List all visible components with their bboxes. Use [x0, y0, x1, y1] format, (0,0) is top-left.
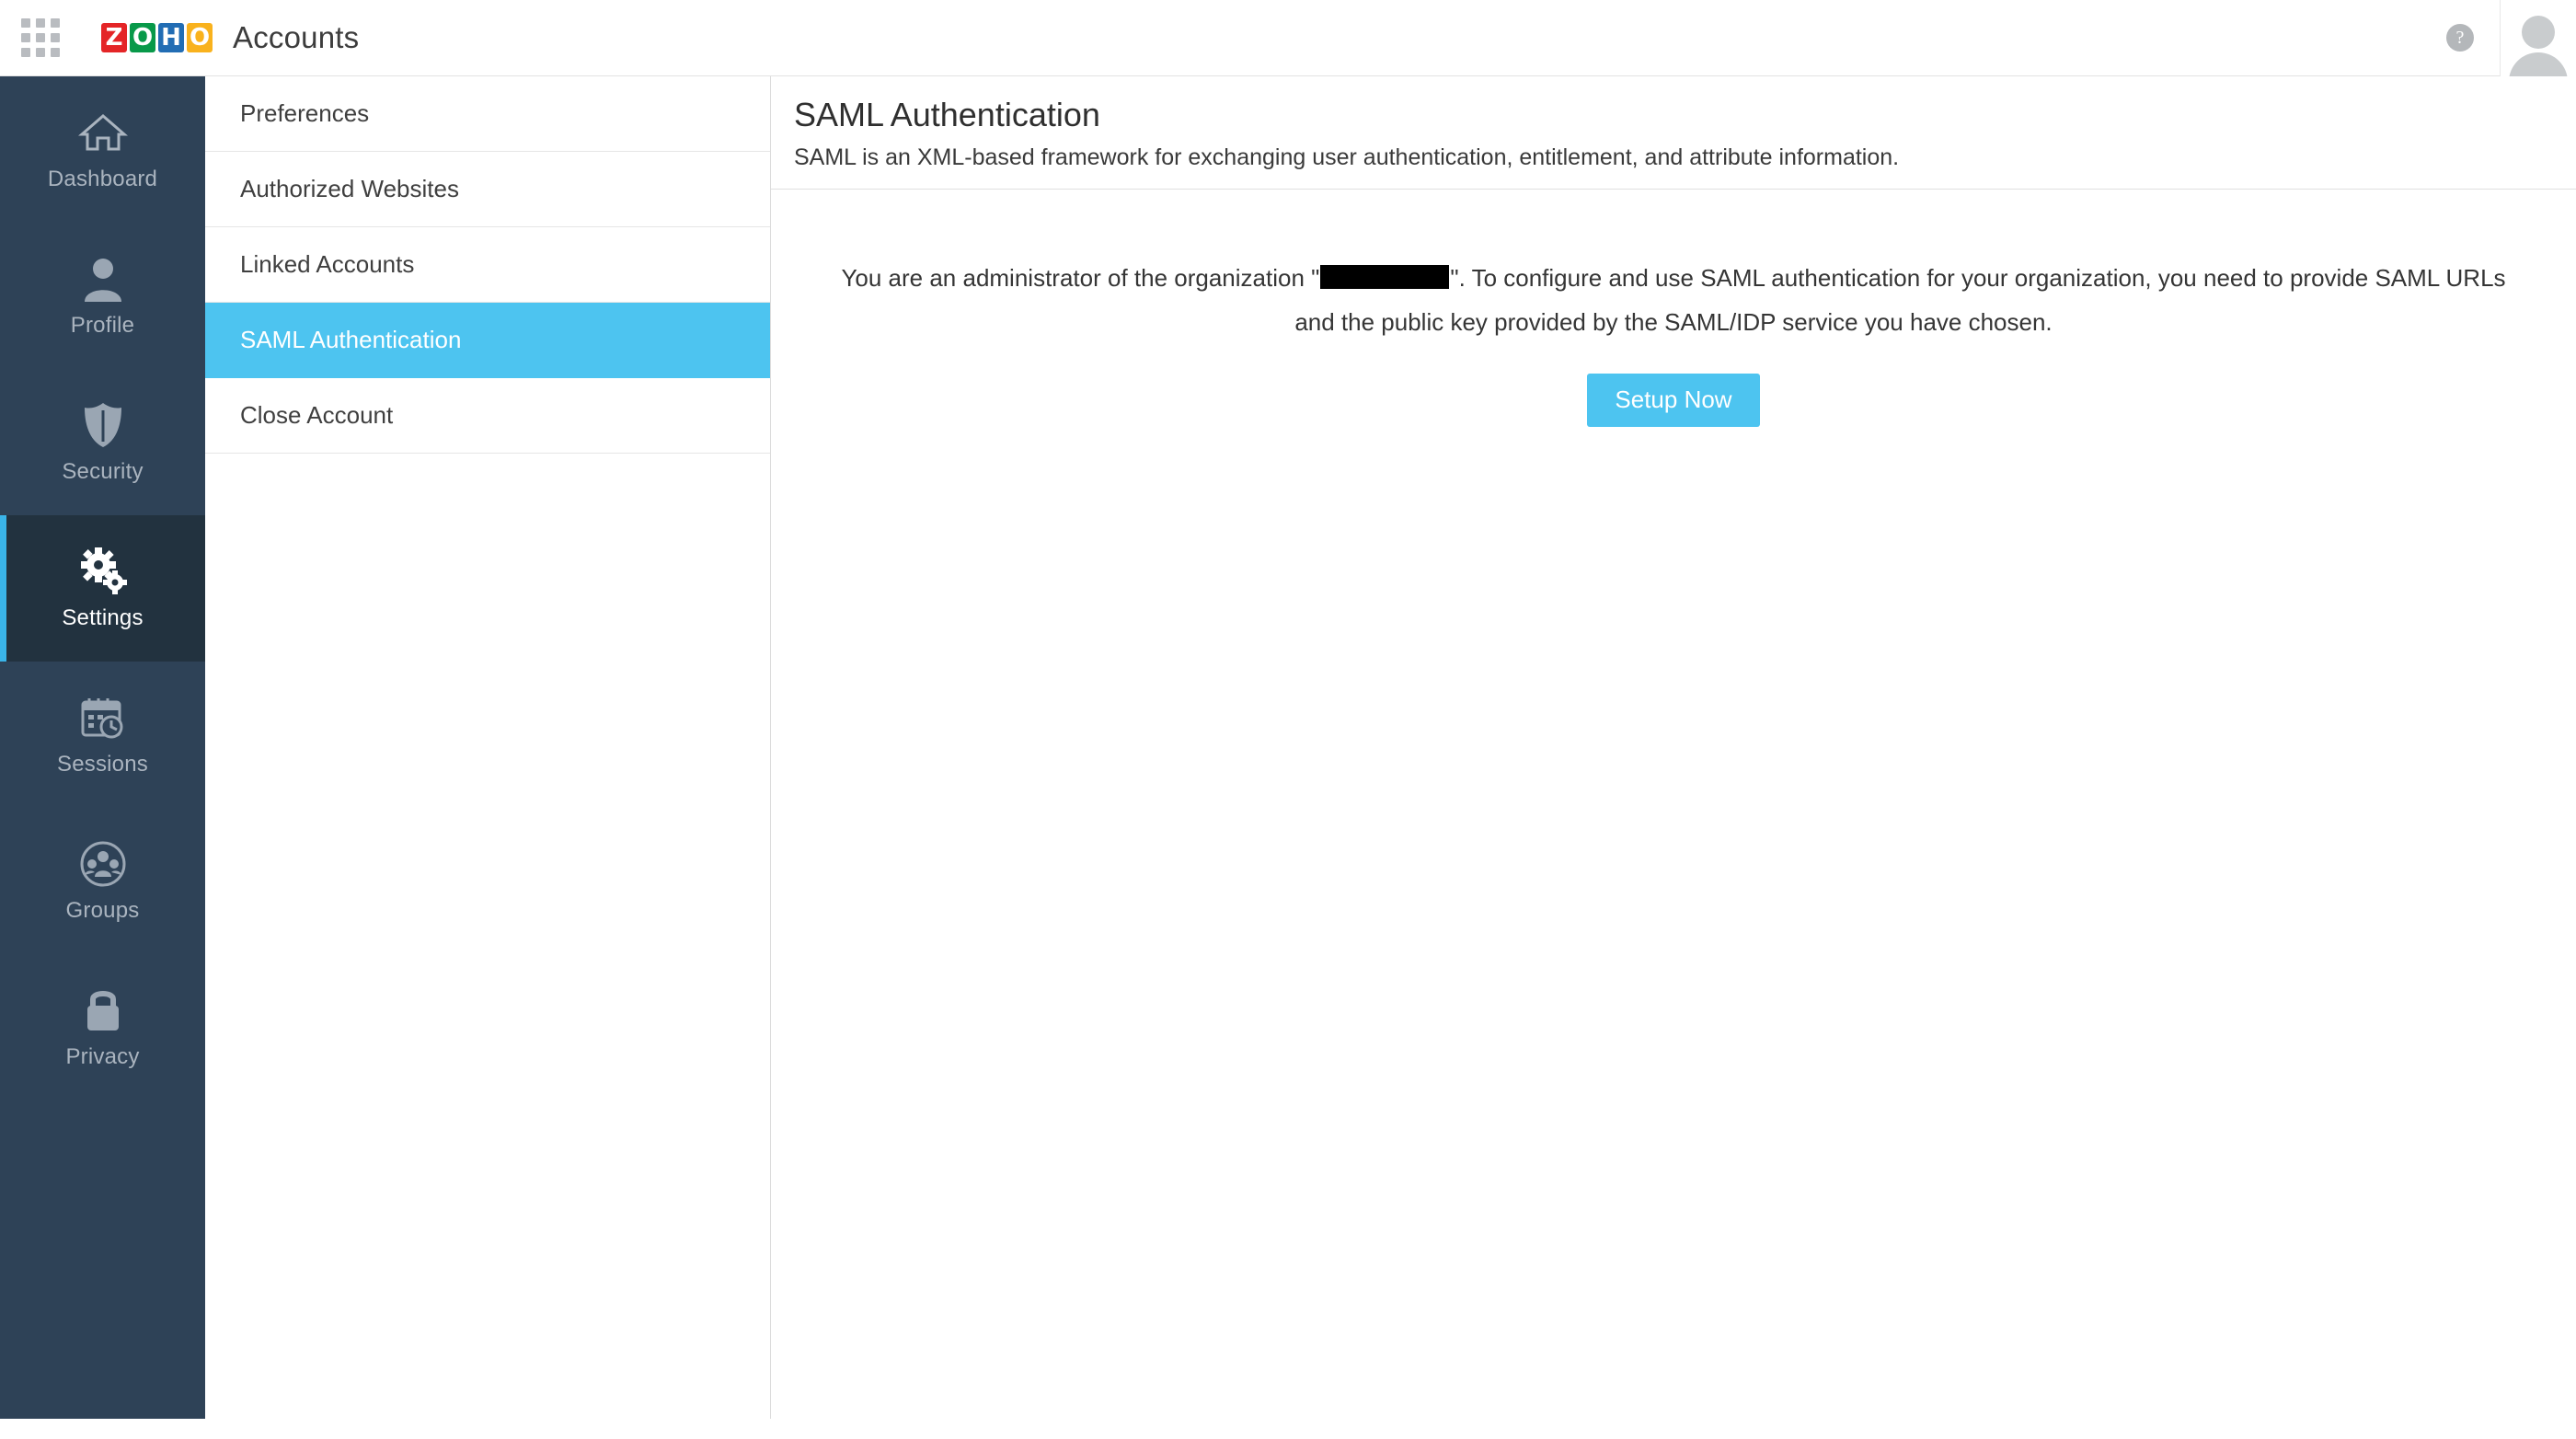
shield-icon	[78, 400, 128, 450]
logo-letter-z: Z	[101, 23, 127, 52]
subnav-item-label: Authorized Websites	[240, 175, 459, 202]
message-part-after: ". To configure and use SAML authentication for your organization, you need to provide SAML URLs and the public key provided by the SAML/IDP service you have chosen.	[1294, 264, 2506, 336]
logo-letter-o2: O	[187, 23, 213, 52]
saml-admin-message	[799, 256, 2547, 344]
sidebar-item-label: Sessions	[57, 751, 148, 777]
grid-dot	[21, 18, 30, 28]
content-subtitle: SAML is an XML-based framework for exchanging user authentication, entitlement, and attribute information.	[794, 144, 1900, 170]
subnav-item-close-account[interactable]	[205, 378, 770, 454]
subnav-item-preferences[interactable]	[205, 76, 770, 152]
grid-dot	[51, 33, 60, 42]
grid-dot	[36, 18, 45, 28]
sidebar-item-dashboard[interactable]	[0, 76, 205, 223]
top-bar-right	[2446, 0, 2576, 76]
left-nav	[0, 76, 205, 1419]
sidebar-item-groups[interactable]	[0, 808, 205, 954]
lock-icon	[78, 985, 128, 1035]
calendar-clock-icon	[78, 693, 128, 743]
redacted-org-name	[1320, 265, 1449, 289]
setup-now-button[interactable]: Setup Now	[1587, 374, 1759, 427]
sidebar-item-label: Profile	[70, 312, 135, 338]
sidebar-item-settings[interactable]	[0, 515, 205, 662]
subnav-item-label: Linked Accounts	[240, 250, 415, 278]
groups-icon	[78, 839, 128, 889]
sidebar-item-privacy[interactable]	[0, 954, 205, 1100]
sidebar-item-label: Dashboard	[47, 166, 158, 191]
zoho-logo[interactable]	[101, 23, 213, 52]
grid-dot	[36, 48, 45, 57]
top-bar	[0, 0, 2576, 76]
sidebar-item-label: Security	[62, 458, 144, 484]
content-panel	[771, 76, 2576, 1419]
sidebar-item-label: Privacy	[65, 1043, 140, 1069]
grid-dot	[51, 48, 60, 57]
grid-dot	[51, 18, 60, 28]
content-title: SAML Authentication	[794, 96, 1100, 133]
subnav-item-authorized-websites[interactable]	[205, 152, 770, 227]
subnav-item-label: SAML Authentication	[240, 326, 462, 353]
logo-letter-o1: O	[130, 23, 155, 52]
sidebar-item-profile[interactable]	[0, 223, 205, 369]
sidebar-item-label: Settings	[62, 604, 144, 630]
content-body	[771, 190, 2576, 427]
sidebar-item-label: Groups	[65, 897, 140, 923]
avatar-body	[2509, 52, 2568, 76]
user-avatar-icon	[2508, 12, 2569, 76]
grid-dot	[36, 33, 45, 42]
content-header	[771, 76, 2576, 190]
subnav-item-label: Preferences	[240, 99, 370, 127]
grid-apps-icon[interactable]	[15, 12, 66, 63]
sidebar-item-security[interactable]	[0, 369, 205, 515]
subnav-item-linked-accounts[interactable]	[205, 227, 770, 303]
subnav-item-label: Close Account	[240, 401, 394, 429]
grid-dot	[21, 33, 30, 42]
page-title: Accounts	[233, 20, 360, 54]
message-part-before: You are an administrator of the organization "	[841, 264, 1320, 292]
avatar-head	[2522, 16, 2555, 49]
grid-dot	[21, 48, 30, 57]
help-icon[interactable]: ?	[2446, 24, 2474, 52]
gears-icon	[78, 547, 128, 596]
person-icon	[78, 254, 128, 304]
avatar[interactable]	[2500, 0, 2576, 76]
subnav-item-saml-authentication[interactable]	[205, 303, 770, 378]
settings-subnav	[205, 76, 771, 1419]
logo-letter-h: H	[158, 23, 184, 52]
sidebar-item-sessions[interactable]	[0, 662, 205, 808]
home-icon	[78, 108, 128, 157]
